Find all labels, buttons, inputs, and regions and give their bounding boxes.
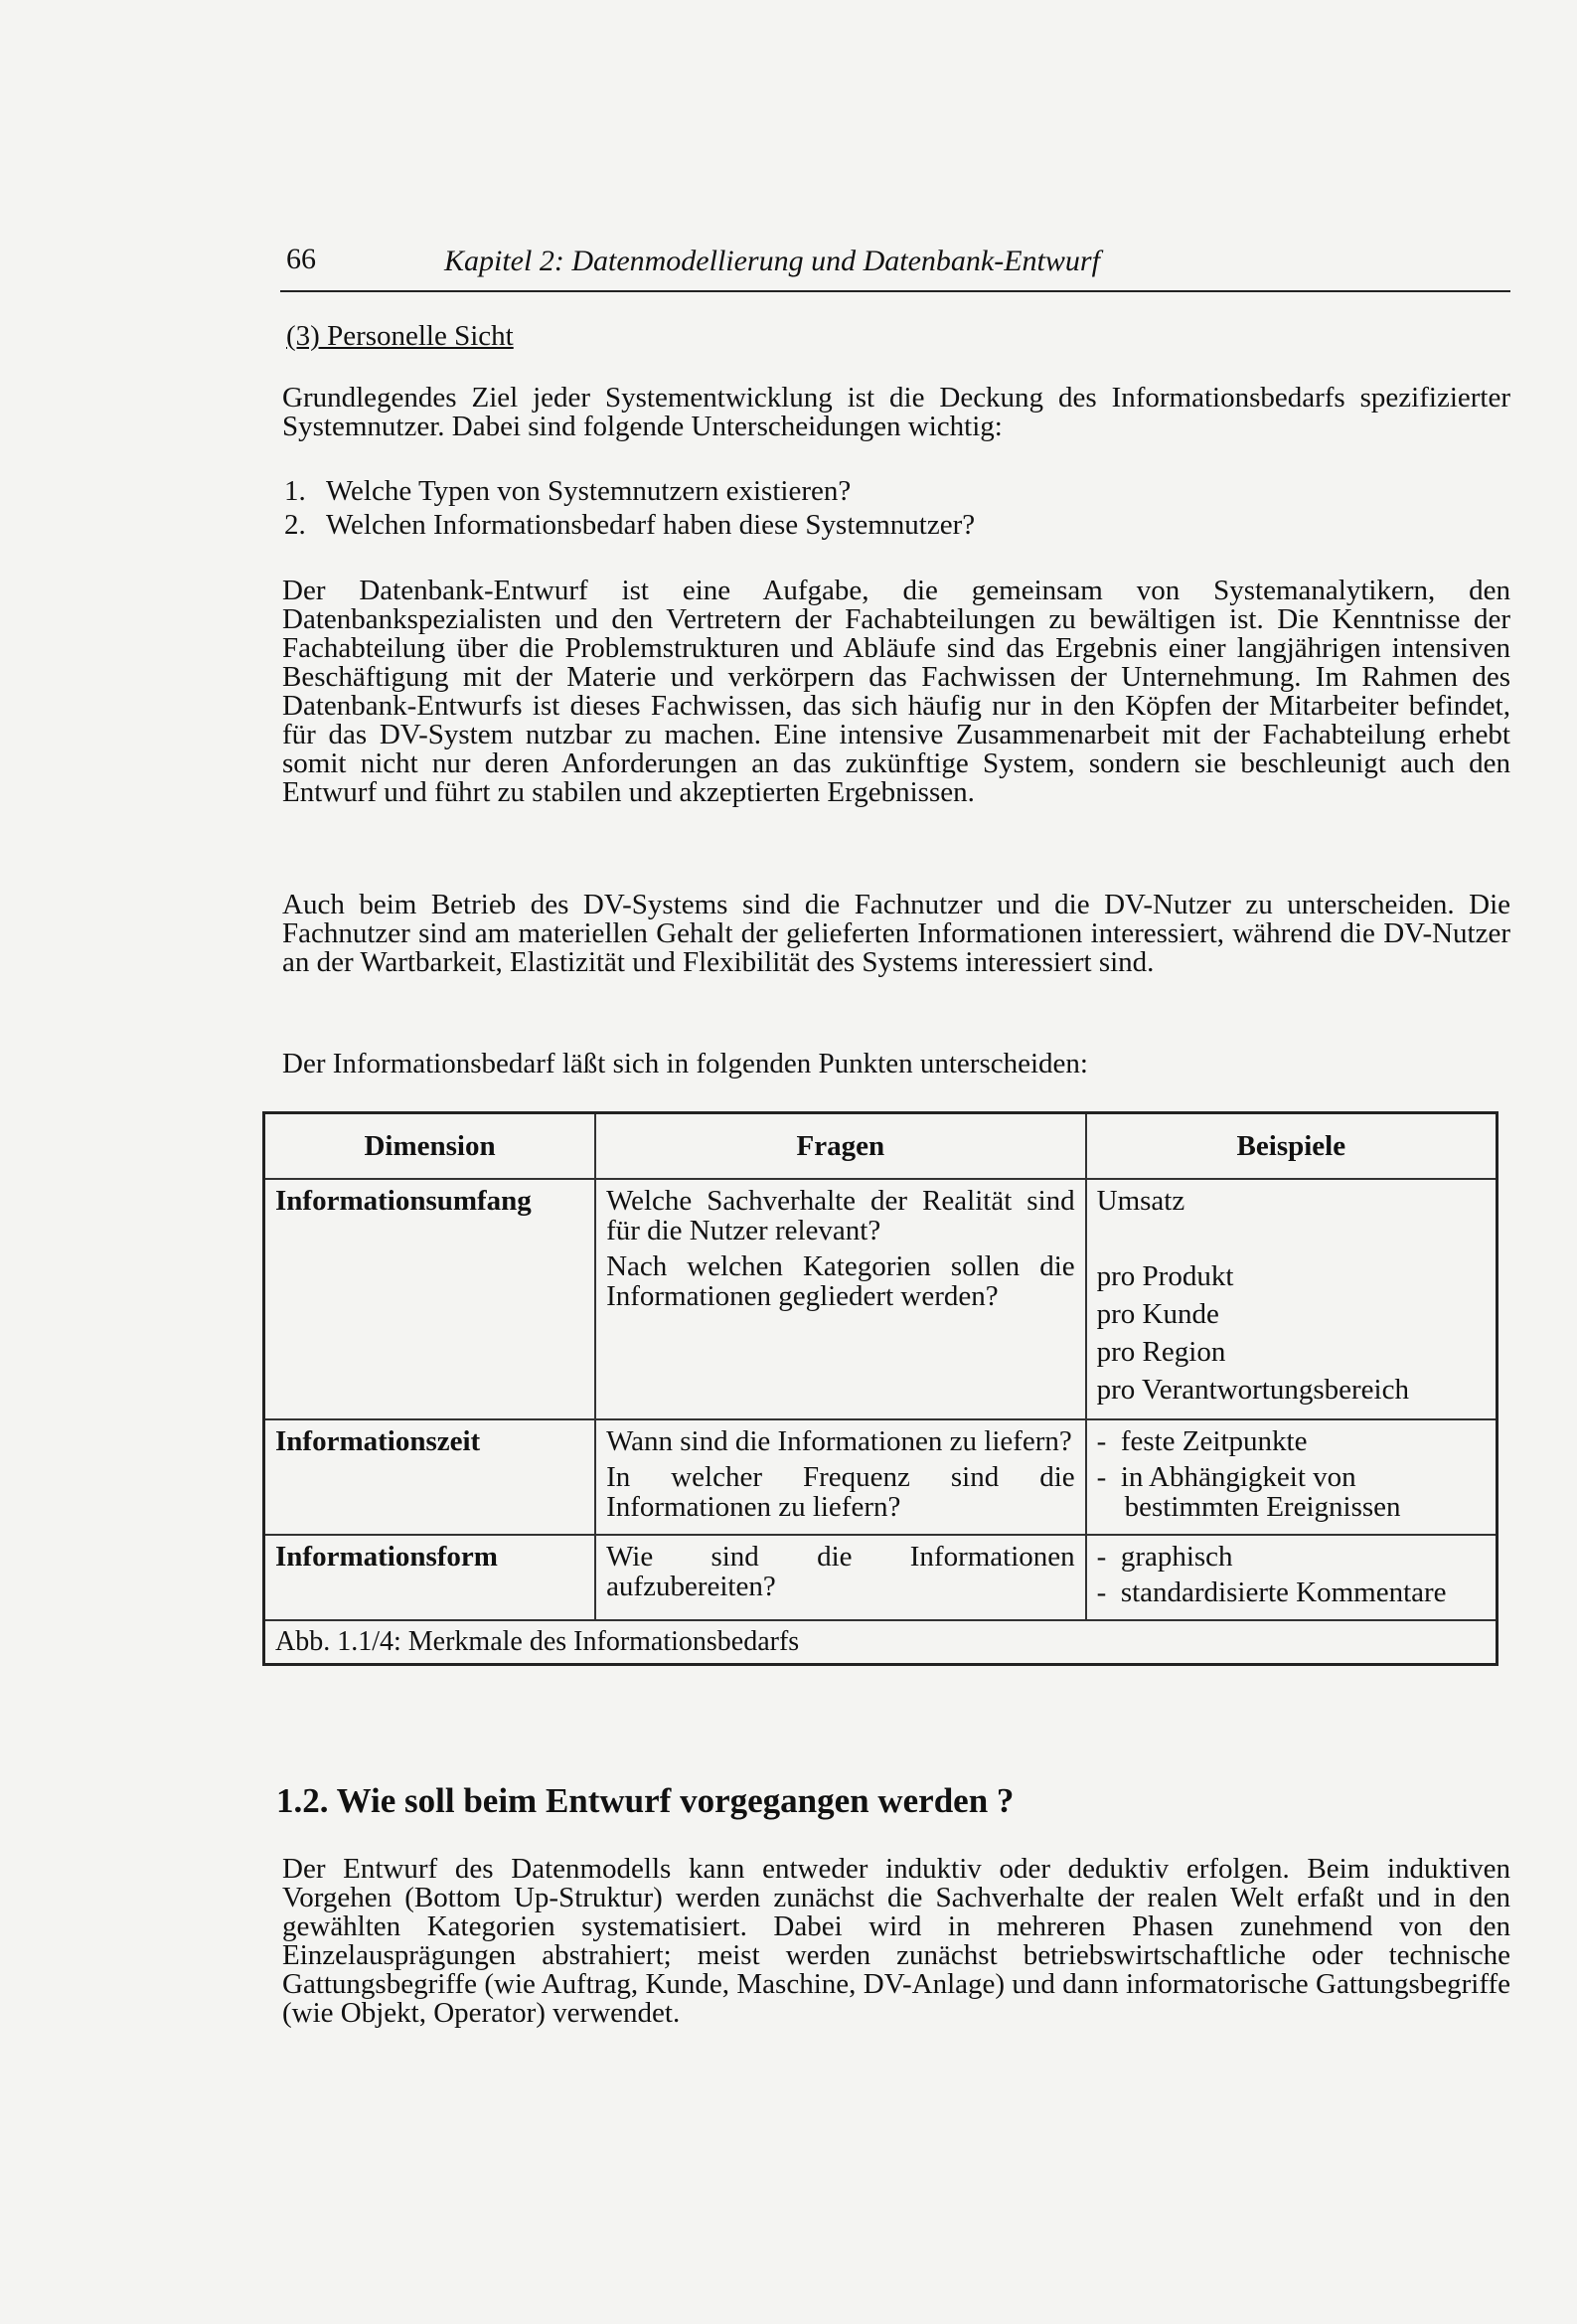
example-text: standardisierte Kommentare	[1120, 1577, 1447, 1608]
column-header-dimension: Dimension	[264, 1113, 596, 1180]
column-header-fragen: Fragen	[595, 1113, 1086, 1180]
examples-cell	[1086, 1535, 1498, 1620]
figure-caption: Abb. 1.1/4: Merkmale des Informationsbedarfs	[264, 1620, 1498, 1665]
bullet-dash: -	[1096, 1461, 1107, 1493]
chapter-title: Kapitel 2: Datenmodellierung und Datenbank-Entwurf	[444, 245, 1100, 277]
question-list	[284, 475, 975, 543]
example-text: pro Region	[1096, 1336, 1226, 1368]
table-row	[264, 1535, 1498, 1620]
information-needs-table	[262, 1111, 1498, 1666]
example-text: pro Verantwortungsbereich	[1096, 1374, 1409, 1406]
paragraph-betrieb: Auch beim Betrieb des DV-Systems sind die Fachnutzer und die DV-Nutzer zu unterscheiden. Die Fachnutzer sind am materiellen Gehalt der gelieferten Informationen interessiert, während die DV-Nutzer an der Wartbarkeit, Elastizität und Flexibilität des Systems interessiert sind.	[282, 889, 1510, 978]
question-text: Welche Sachverhalte der Realität sind für die Nutzer relevant?	[606, 1185, 1075, 1246]
dimension-cell: Informationszeit	[264, 1419, 596, 1535]
section-heading: 1.2. Wie soll beim Entwurf vorgegangen werden ?	[276, 1781, 1015, 1820]
list-text: Welche Typen von Systemnutzern existieren?	[326, 475, 852, 507]
paragraph-entwurf-vorgehen: Der Entwurf des Datenmodells kann entweder induktiv oder deduktiv erfolgen. Beim induktiven Vorgehen (Bottom Up-Struktur) werden zunächst die Sachverhalte der realen Welt erfaßt und in den gewählten Kategorien systematisiert. Dabei wird in mehreren Phasen zunehmend von den Einzelausprägungen abstrahiert; meist werden zunächst betriebswirtschaftliche oder technische Gattungsbegriffe (wie Auftrag, Kunde, Maschine, DV-Anlage) und dann informatorische Gattungsbegriffe (wie Objekt, Operator) verwendet.	[282, 1853, 1510, 2029]
example-item	[1097, 1577, 1486, 1607]
examples-cell	[1086, 1419, 1498, 1535]
bullet-dash: -	[1096, 1425, 1107, 1457]
question-text: Wie sind die Informationen aufzubereiten?	[606, 1541, 1075, 1602]
question-text: Wann sind die Informationen zu liefern?	[606, 1425, 1072, 1457]
example-item	[1097, 1542, 1486, 1572]
example-text: Umsatz	[1096, 1185, 1185, 1217]
caption-row	[264, 1620, 1498, 1665]
list-item	[284, 509, 975, 543]
page-number: 66	[286, 243, 316, 275]
questions-cell	[595, 1419, 1086, 1535]
column-header-beispiele: Beispiele	[1086, 1113, 1498, 1180]
questions-cell	[595, 1535, 1086, 1620]
dimension-cell: Informationsumfang	[264, 1179, 596, 1419]
question-text: Nach welchen Kategorien sollen die Informationen gegliedert werden?	[606, 1250, 1075, 1312]
table-row	[264, 1179, 1498, 1419]
list-number: 1.	[284, 475, 306, 507]
table-header-row	[264, 1113, 1498, 1180]
example-item	[1097, 1426, 1486, 1456]
bullet-dash: -	[1096, 1541, 1107, 1573]
paragraph-table-intro: Der Informationsbedarf läßt sich in folgenden Punkten unterscheiden:	[282, 1048, 1088, 1079]
examples-cell	[1086, 1179, 1498, 1419]
example-text: pro Kunde	[1096, 1298, 1219, 1330]
example-text: pro Produkt	[1096, 1260, 1234, 1292]
list-number: 2.	[284, 509, 306, 541]
running-header	[280, 237, 1510, 292]
list-text: Welchen Informationsbedarf haben diese Systemnutzer?	[326, 509, 976, 541]
subheading-personelle-sicht: (3) Personelle Sicht	[286, 320, 514, 352]
dimension-cell: Informationsform	[264, 1535, 596, 1620]
example-text: feste Zeitpunkte	[1120, 1425, 1308, 1457]
table-row	[264, 1419, 1498, 1535]
example-item	[1097, 1462, 1486, 1522]
questions-cell	[595, 1179, 1086, 1419]
bullet-dash: -	[1096, 1577, 1107, 1608]
paragraph-datenbank-entwurf: Der Datenbank-Entwurf ist eine Aufgabe, die gemeinsam von Systemanalytikern, den Datenbankspezialisten und den Vertretern der Fachabteilungen zu bewältigen ist. Die Kenntnisse der Fachabteilung über die Problemstrukturen und Abläufe sind das Ergebnis einer langjährigen intensiven Beschäftigung mit der Materie und verkörpern das Fachwissen der Unternehmung. Im Rahmen des Datenbank-Entwurfs ist dieses Fachwissen, das sich häufig nur in den Köpfen der Mitarbeiter befindet, für das DV-System nutzbar zu machen. Eine intensive Zusammenarbeit mit der Fachabteilung erhebt somit nicht nur deren Anforderungen an das zukünftige System, sondern sie beschleunigt auch den Entwurf und führt zu stabilen und akzeptierten Ergebnissen.	[282, 575, 1510, 808]
question-text: In welcher Frequenz sind die Informationen zu liefern?	[606, 1461, 1075, 1523]
example-text: in Abhängigkeit von bestimmten Ereignissen	[1120, 1461, 1401, 1523]
list-item	[284, 475, 975, 509]
example-text: graphisch	[1120, 1541, 1233, 1573]
paragraph-intro: Grundlegendes Ziel jeder Systementwicklung ist die Deckung des Informationsbedarfs spezifizierter Systemnutzer. Dabei sind folgende Unterscheidungen wichtig:	[282, 382, 1510, 442]
